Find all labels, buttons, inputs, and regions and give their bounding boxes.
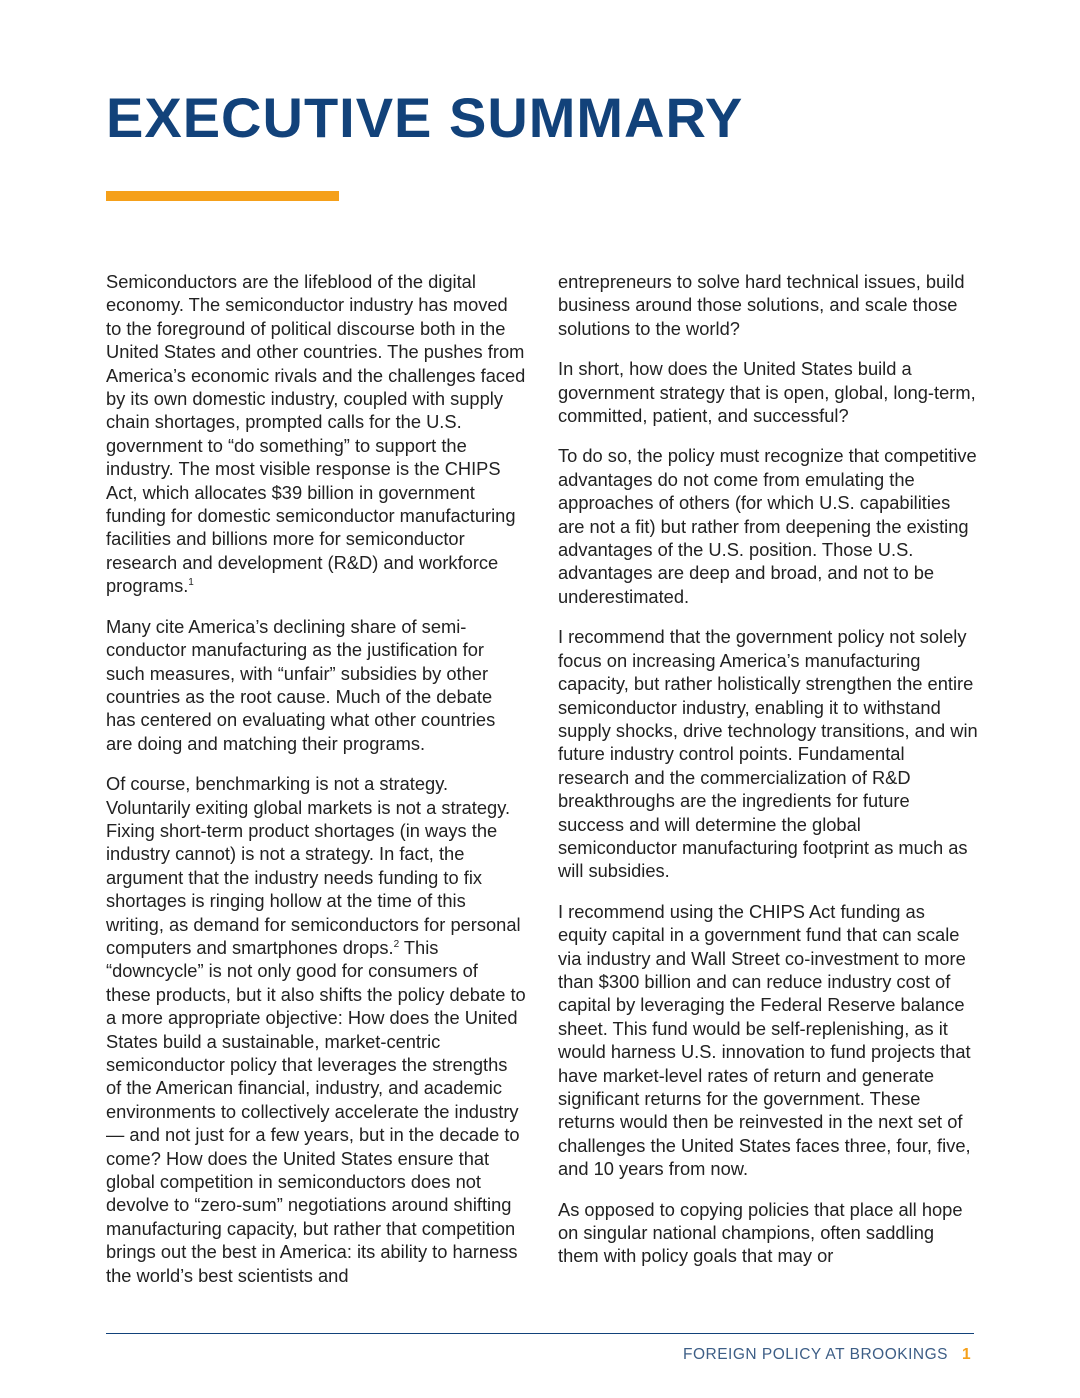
paragraph-text: Of course, benchmarking is not a strategy. Voluntarily exiting global markets is not a strategy. Fixing short-term product shortages (in ways the industry cannot) is not a strategy. In fact, the argument that the industry needs funding to fix shortages is ringing hollow at the time of this writing, as demand for semiconductors for personal computers and smartphones drops.	[106, 773, 521, 958]
paragraph: As opposed to copying policies that place all hope on singular national champions, often saddling them with policy goals that may or	[558, 1198, 963, 1267]
paragraph: entrepreneurs to solve hard technical issues, build business around those solutions, and scale those solutions to the world?	[558, 271, 965, 339]
footer-divider	[106, 1333, 974, 1334]
right-column	[558, 270, 978, 1285]
paragraph	[106, 270, 526, 598]
paragraph: I recommend that the government policy not solely focus on increasing America’s manufacturing capacity, but rather holistically strengthen the entire semiconductor industry, enabling it to withstand supply shocks, drive technology transitions, and win future industry control points. Fundamental research and the commercialization of R&D breakthroughs are the ingredients for future success and will determine the global semiconductor manufacturing footprint as much as will subsidies.	[558, 626, 978, 882]
paragraph-text: Semiconductors are the lifeblood of the digital economy. The semiconductor industry has moved to the foreground of political discourse both in the United States and other countries. The pushes from America’s economic rivals and the challenges faced by its own domestic industry, coupled with supply chain shortages, prompted calls for the U.S. government to “do something” to support the industry. The most visible response is the CHIPS Act, which allocates $39 billion in government funding for domestic semiconductor manufacturing facilities and billions more for semiconductor research and development (R&D) and workforce programs.	[106, 271, 526, 597]
paragraph-text: Many cite America’s declining share of semiconductor manufacturing as the justification for such measures, with “unfair” subsidies by other countries as the root cause. Much of the debate has centered on evaluating what other countries are doing and matching their programs.	[106, 615, 496, 754]
footnote-marker[interactable]: 2	[393, 938, 400, 950]
page-title: EXECUTIVE SUMMARY	[106, 86, 744, 149]
footnote-marker[interactable]: 1	[188, 577, 194, 589]
footer-publisher: FOREIGN POLICY AT BROOKINGS	[682, 1346, 948, 1363]
paragraph: In short, how does the United States build a government strategy that is open, global, long-term, committed, patient, and successful?	[558, 358, 976, 427]
left-column	[106, 270, 526, 1304]
paragraph: I recommend using the CHIPS Act funding as equity capital in a government fund that can scale via industry and Wall Street co-investment to more than $300 billion and can reduce industry cost of capital by leveraging the Federal Reserve balance sheet. This fund would be self-replenishing, as it would harness U.S. innovation to fund projects that have market-level rates of return and generate significant returns for the government. These returns would then be reinvested in the next set of challenges the United States faces three, four, five, and 10 years from now.	[558, 900, 971, 1180]
page-number: 1	[962, 1346, 971, 1363]
paragraph	[106, 772, 526, 1287]
paragraph: To do so, the policy must recognize that competitive advantages do not come from emulating the approaches of others (for which U.S. capabilities are not a fit) but rather from deepening the existing advantages of the U.S. position. Those U.S. advantages are deep and broad, and not to be underestimated.	[558, 445, 977, 607]
paragraph	[106, 615, 526, 755]
paragraph-text: This “downcycle” is not only good for consumers of these products, but it also shifts the policy debate to a more appropriate objective: How does the United States build a sustainable, market-centric semiconductor policy that leverages the strengths of the American financial, industry, and academic environments to collectively accelerate the industry — and not just for a few years, but in the decade to come? How does the United States ensure that global competition in semiconductors does not devolve to “zero-sum” negotiations around shifting manufacturing capacity, but rather that competition brings out the best in America: its ability to harness the world’s best scientists and	[106, 936, 526, 1286]
title-accent-bar	[106, 191, 339, 201]
